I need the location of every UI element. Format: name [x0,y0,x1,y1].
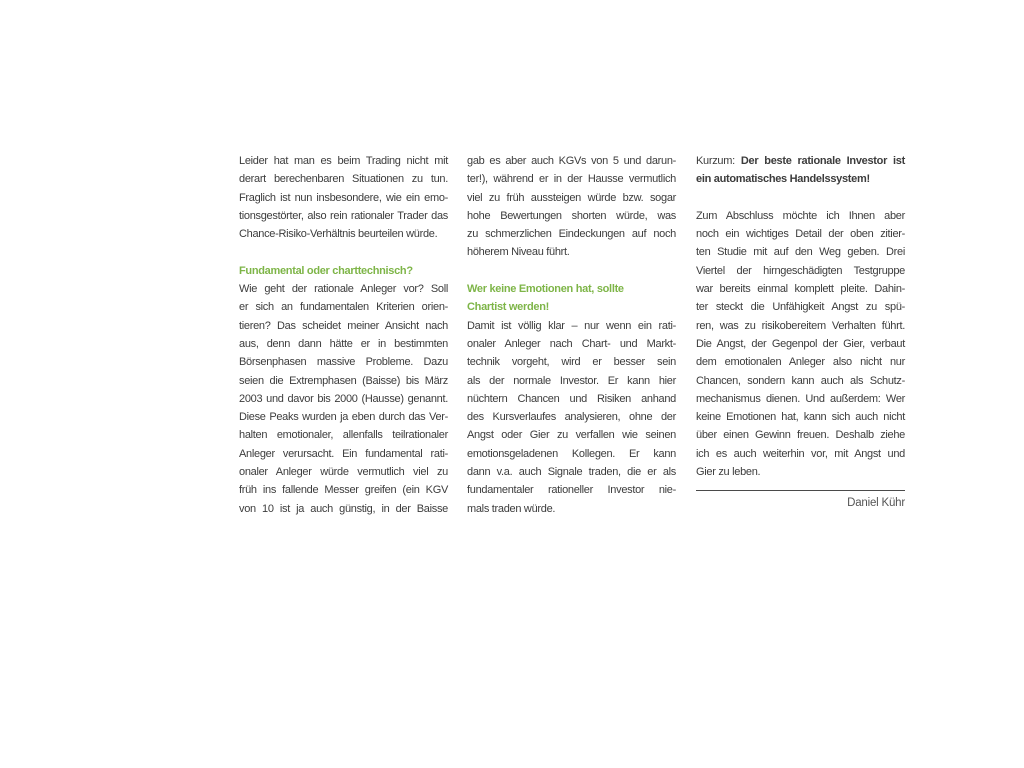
text-line: Chancen, sondern kann auch als Schutz- [696,374,905,387]
signature-rule [696,490,905,491]
text-line: aus, denn dann hätte er in bestimmten [239,337,448,350]
text-line: onaler Anleger würde vermutlich viel zu [239,466,448,479]
heading-line: Chartist werden! [467,301,549,314]
text-line: 2003 und davor bis 2000 (Hausse) genannt. [239,392,448,405]
text-line: zu schmerzlichen Eindeckungen auf noch [467,228,676,241]
text-line: ich es auch weiterhin vor, mit Angst und [696,447,905,460]
text-line: Angst oder Gier zu verfallen wie seinen [467,429,676,442]
text-line: Anleger verursacht. Ein fundamental rati- [239,447,448,460]
text-line: nüchtern Chancen und Risiken anhand [467,392,676,405]
paragraph [467,317,676,518]
bold-text-segment: Der beste rationale Investor ist [740,155,905,167]
text-line: Diese Peaks wurden ja eben durch das Ver- [239,411,448,424]
text-line: noch ein wichtiges Detail der oben zitier- [696,228,905,241]
text-line: Börsenphasen massive Probleme. Dazu [239,356,448,369]
lead-paragraph [696,152,905,189]
text-line: über einen Gewinn freuen. Deshalb ziehe [696,429,905,442]
text-line: höherem Niveau führt. [467,246,570,259]
text-line: halten emotionaler, allenfalls teilrationaler [239,429,448,442]
text-line: tieren? Das scheidet meiner Ansicht nach [239,319,448,332]
text-line: er sich an fundamentalen Kriterien orien- [239,301,448,314]
text-segment: Kurzum: [696,155,741,167]
signature-block [696,490,905,512]
paragraph [467,152,676,262]
text-line: dem emotionalen Anleger also nicht nur [696,356,905,369]
text-line: onaler Anleger nach Chart- und Markt- [467,337,676,350]
text-line: tionsgestörter, also rein rationaler Trader das [239,209,448,222]
text-line: Die Angst, der Gegenpol der Gier, verbaut [696,337,905,350]
paragraph [696,207,905,481]
section-heading [467,280,676,317]
heading-line: Wer keine Emotionen hat, sollte [467,283,624,296]
text-line: hohe Bewertungen shorten würde, was [467,209,676,222]
text-line [696,170,905,188]
text-line: Fraglich ist nun insbesondere, wie ein emo- [239,191,448,204]
text-line: früh ins fallende Messer greifen (ein KGV [239,484,448,497]
heading-line: Fundamental oder charttechnisch? [239,264,413,277]
text-line: Gier zu leben. [696,466,761,479]
text-line: gab es aber auch KGVs von 5 und darun- [467,155,676,167]
text-line: ter!), während er in der Hausse vermutlich [467,173,676,186]
text-line: ter steckt die Unfähigkeit Angst zu spü- [696,301,905,314]
text-line: fundamentaler rationeller Investor nie- [467,484,676,497]
text-line: ten Studie mit auf den Weg geben. Drei [696,246,905,259]
text-line: Wie geht der rationale Anleger vor? Soll [239,283,448,296]
text-line: mals traden würde. [467,502,556,515]
text-line: war bereits einmal komplett pleite. Dahin- [696,283,905,296]
text-line: technik vorgeht, wird er besser sein [467,356,676,369]
text-line: viel zu früh aussteigen würde bzw. sogar [467,191,676,204]
text-line: seien die Extremphasen (Baisse) bis März [239,374,448,387]
paragraph [239,280,448,518]
text-line: mechanismus dienen. Und außerdem: Wer [696,392,905,405]
paragraph [239,152,448,243]
text-line: Leider hat man es beim Trading nicht mit [239,155,448,167]
text-column-1 [239,152,448,518]
text-line: als der normale Investor. Er kann hier [467,374,676,387]
text-line [696,152,905,170]
bold-text-segment: ein automatisches Handelssystem! [696,173,870,186]
text-line: Zum Abschluss möchte ich Ihnen aber [696,209,905,222]
text-line: dann v.a. auch Signale traden, die er als [467,466,676,479]
text-line: Viertel der hirngeschädigten Testgruppe [696,264,905,277]
author-name: Daniel Kühr [847,497,905,510]
text-line: emotionsgeladenen Kollegen. Er kann [467,447,676,460]
text-line: von 10 ist ja auch günstig, in der Baisse [239,502,448,515]
section-heading [239,262,448,280]
text-line: derart berechenbaren Situationen zu tun. [239,173,448,186]
text-line: des Kursverlaufes analysieren, ohne der [467,411,676,424]
text-line: ren, was zu risikobereitem Verhalten führt. [696,319,905,332]
text-line: Chance-Risiko-Verhältnis beurteilen würde. [239,228,438,241]
text-column-3 [696,152,905,513]
text-line: keine Emotionen hat, kann sich auch nicht [696,411,905,424]
text-line: Damit ist völlig klar – nur wenn ein rati- [467,319,676,332]
text-column-2 [467,152,676,518]
